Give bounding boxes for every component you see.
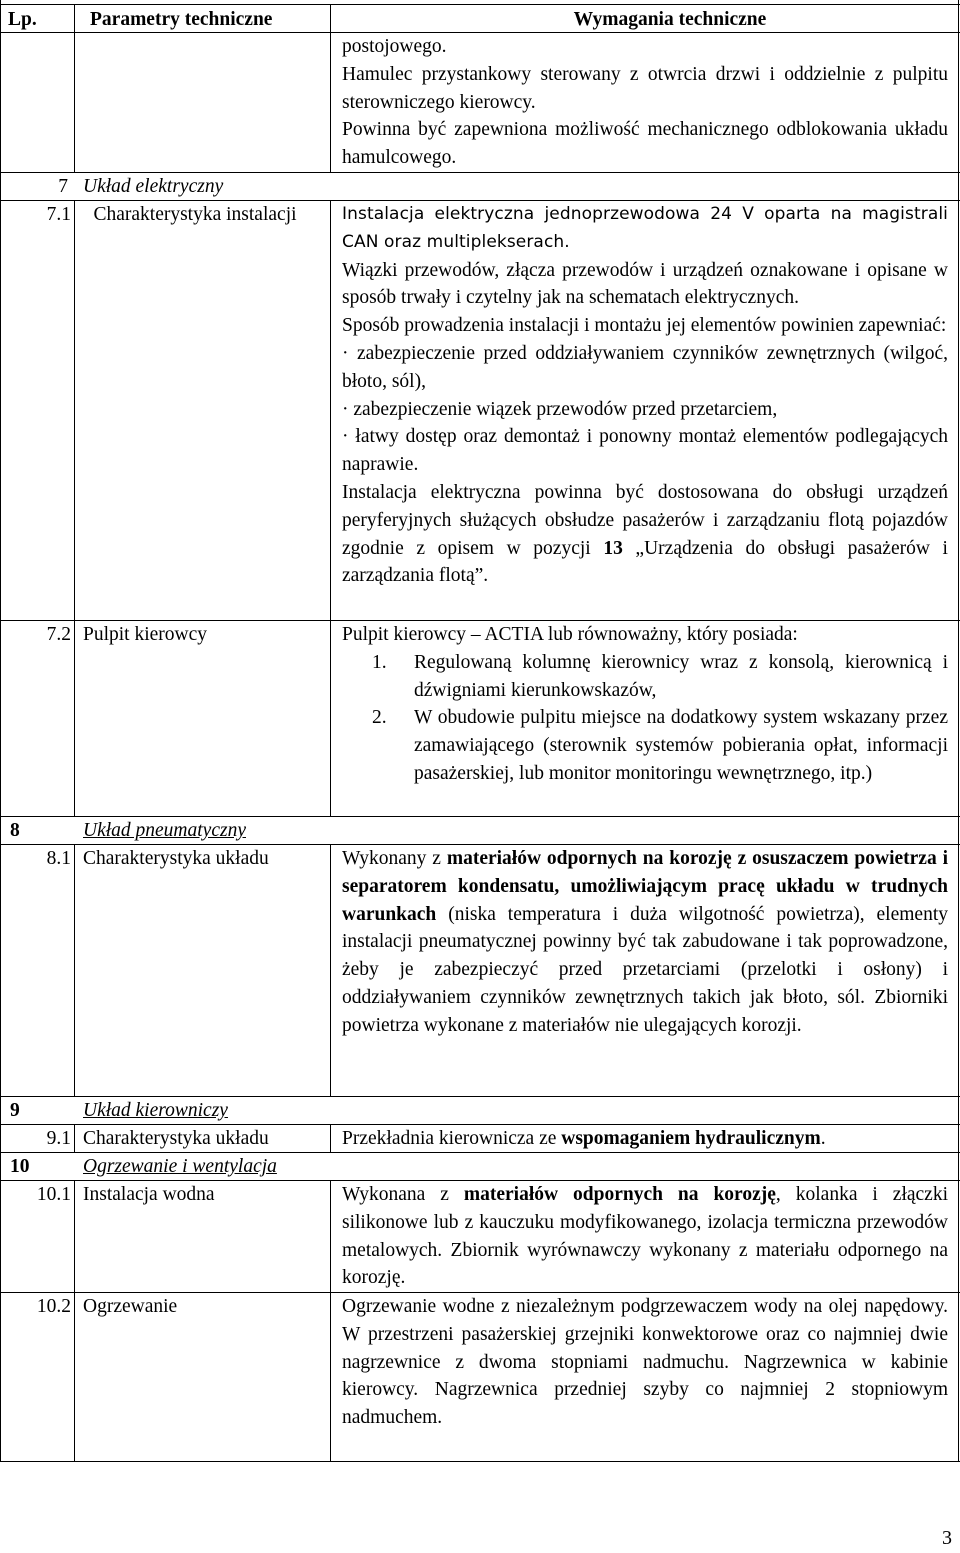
row-lp: 10.1 xyxy=(36,1184,71,1205)
section-row-10 xyxy=(0,1152,960,1181)
row-requirements: Instalacja elektryczna jednoprzewodowa 24 V oparta na magistrali CAN oraz multiplekserach. Wiązki przewodów, złącza przewodów i urządzeń oznakowane i opisane w sposób trwały i czytelny jak na schematach elektrycznych. Sposób prowadzenia instalacji i montażu jej elementów powinien zapewniać: · zabezpieczenie przed oddziaływaniem czynników zewnętrznych (wilgoć, błoto, sól), · zabezpieczenie wiązek przewodów przed przetarciem, · łatwy dostęp oraz demontaż i ponowny montaż elementów podlegających naprawie. Instalacja elektryczna powinna być dostosowana do obsługi urządzeń peryferyjnych służących obsłudze pasażerów i zarządzaniu flotą pojazdów zgodnie z opisem w pozycji 13 „Urządzenia do obsługi pasażerów i zarządzania flotą”. xyxy=(342,204,948,587)
table-header-row xyxy=(0,4,960,33)
section-title: Układ pneumatyczny xyxy=(83,820,246,841)
pulpit-feature-list xyxy=(342,649,948,788)
section-title: Układ elektryczny xyxy=(83,176,224,197)
list-item: 1. Regulowaną kolumnę kierownicy wraz z konsolą, kierownicą i dźwigniami kierunkowskazów, xyxy=(372,651,948,701)
section-row-9 xyxy=(0,1096,960,1125)
table-row-9-1 xyxy=(0,1124,960,1153)
row-param: Charakterystyka instalacji xyxy=(93,204,297,225)
section-lp: 9 xyxy=(10,1100,20,1121)
table-row-7-1 xyxy=(0,200,960,621)
table-row-10-1 xyxy=(0,1180,960,1293)
row-lp: 7.1 xyxy=(46,204,71,225)
row-param: Charakterystyka układu xyxy=(83,1128,269,1149)
row-param: Pulpit kierowcy xyxy=(83,624,208,645)
row-lp: 10.2 xyxy=(36,1296,71,1317)
row-param: Instalacja wodna xyxy=(83,1184,215,1205)
section-lp: 7 xyxy=(58,176,68,197)
continuation-text: postojowego. Hamulec przystankowy sterowany z otwrcia drzwi i oddzielnie z pulpitu sterowniczego kierowcy. Powinna być zapewniona możliwość mechanicznego odblokowania układu hamulcowego. xyxy=(342,36,948,169)
row-requirements: Ogrzewanie wodne z niezależnym podgrzewaczem wody na olej napędowy. W przestrzeni pasażerskiej grzejniki konwektorowe oraz co najmniej dwie nagrzewnice z dwoma stopniami nadmuchu. Nagrzewnica w kabinie kierowcy. Nagrzewnica przedniej szyby co najmniej 2 stopniowym nadmuchem. xyxy=(342,1296,948,1429)
row-param: Ogrzewanie xyxy=(83,1296,178,1317)
section-lp: 10 xyxy=(10,1156,30,1177)
row-param: Charakterystyka układu xyxy=(83,848,269,869)
table-row-8-1 xyxy=(0,844,960,1097)
section-lp: 8 xyxy=(10,820,20,841)
table-row-7-2 xyxy=(0,620,960,817)
header-param: Parametry techniczne xyxy=(90,9,273,30)
section-title: Ogrzewanie i wentylacja xyxy=(83,1156,277,1177)
list-item: 2. W obudowie pulpitu miejsce na dodatkowy system wskazany przez zamawiającego (sterownik systemów pobierania opłat, informacji pasażerskiej, lub monitor monitoringu wewnętrznego, itp.) xyxy=(372,707,948,784)
header-lp: Lp. xyxy=(8,9,37,30)
row-lp: 7.2 xyxy=(46,624,71,645)
table-row-continuation xyxy=(0,32,960,173)
page-number: 3 xyxy=(942,1527,952,1549)
table-row-10-2 xyxy=(0,1292,960,1462)
section-row-7 xyxy=(0,172,960,201)
row-lp: 9.1 xyxy=(46,1128,71,1149)
row-lp: 8.1 xyxy=(46,848,71,869)
header-req: Wymagania techniczne xyxy=(573,9,767,30)
row-requirements: Pulpit kierowcy – ACTIA lub równoważny, który posiada: 1. Regulowaną kolumnę kierownicy wraz z konsolą, kierownicą i dźwigniami kierunkowskazów, 2. W obudowie pulpitu miejsce na dodatkowy system wskazany przez zamawiającego (sterownik systemów pobierania opłat, informacji pasażerskiej, lub monitor monitoringu wewnętrznego, itp.) xyxy=(342,621,948,788)
row-requirements: Wykonana z materiałów odpornych na korozję, kolanka i złączki silikonowe lub z kauczuku modyfikowanego, izolacja termiczna przewodów metalowych. Zbiornik wyrównawczy wykonany z materiału odpornego na korozję. xyxy=(342,1184,949,1289)
row-requirements: Wykonany z materiałów odpornych na korozję z osuszaczem powietrza i separatorem kondensatu, umożliwiającym pracę układu w trudnych warunkach (niska temperatura i duża wilgotność powietrza), elementy instalacji pneumatycznej powinny być tak zabudowane i tak poprowadzone, żeby je zabezpieczyć przed przetarciami (przelotki i osłony) i oddziaływaniem czynników zewnętrznych takich jak błoto, sól. Zbiorniki powietrza wykonane z materiałów nie ulegających korozji. xyxy=(342,848,949,1036)
section-title: Układ kierowniczy xyxy=(83,1100,228,1121)
section-row-8 xyxy=(0,816,960,845)
row-requirements: Przekładnia kierownicza ze wspomaganiem hydraulicznym. xyxy=(342,1128,826,1149)
